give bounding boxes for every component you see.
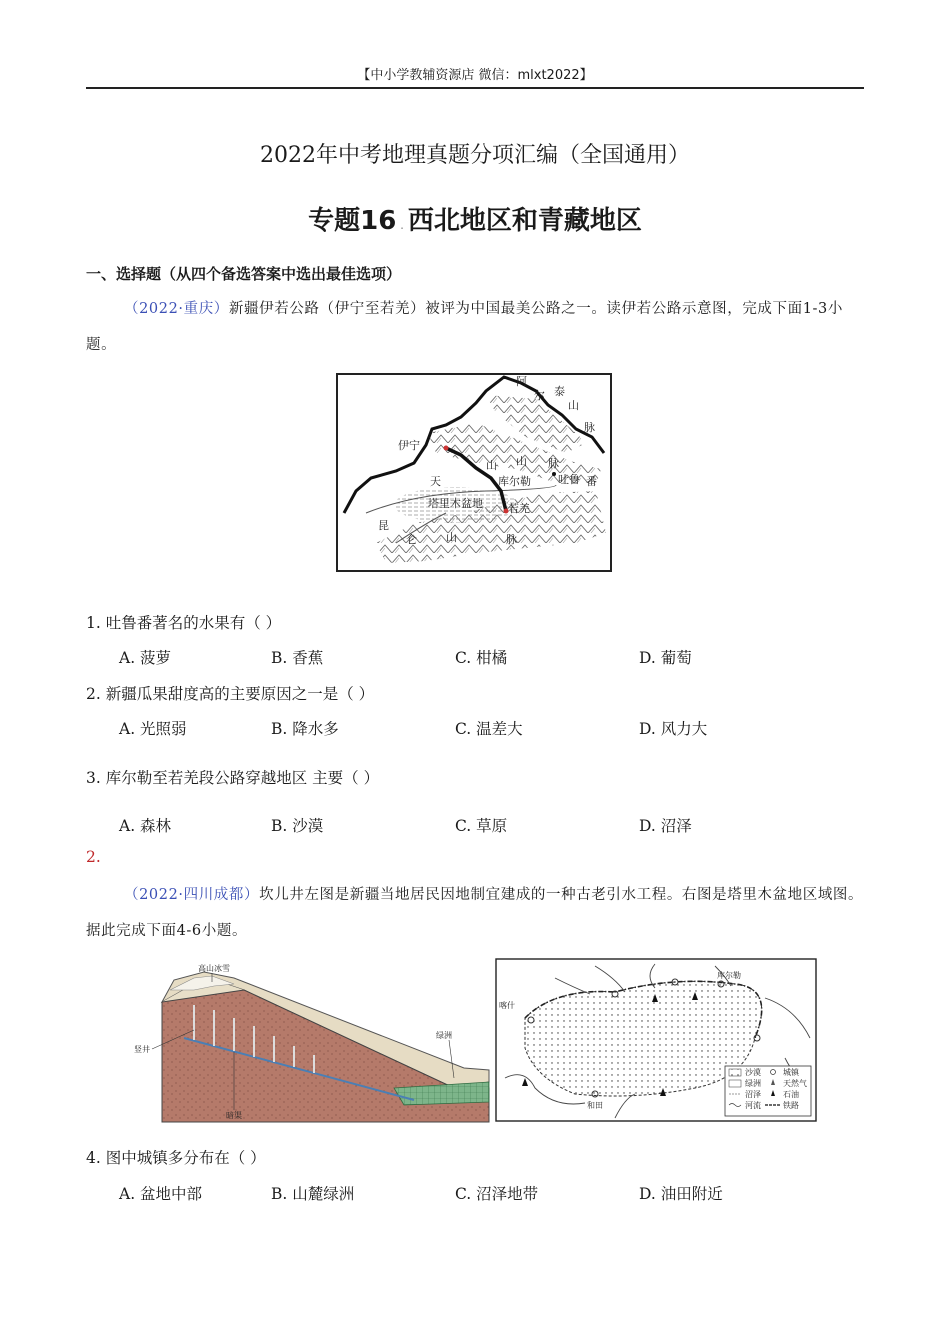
- option-c: C. 温差大: [455, 720, 523, 738]
- legend-item: 铁路: [783, 1101, 799, 1110]
- karez-label: 竖井: [134, 1045, 150, 1054]
- map-label: 库尔勒: [498, 475, 531, 488]
- document-title: 2022年中考地理真题分项汇编（全国通用）: [260, 143, 690, 168]
- legend-item: 沙漠: [745, 1068, 761, 1077]
- option-d: D. 沼泽: [639, 817, 692, 835]
- map-label: 番: [586, 475, 597, 488]
- document-subtitle: [0, 200, 950, 237]
- map-label: 山: [568, 399, 579, 412]
- red-marker: 2.: [86, 848, 101, 866]
- option-b: B. 降水多: [271, 720, 339, 738]
- legend-item: 绿洲: [745, 1079, 761, 1088]
- intro-paragraph-2: [86, 877, 864, 949]
- option-a: A. 森林: [119, 817, 172, 835]
- map-label: 脉: [548, 457, 559, 470]
- map-label: 山: [446, 531, 457, 544]
- option-b: B. 山麓绿洲: [271, 1185, 355, 1203]
- map-label: 仑: [406, 533, 417, 546]
- subtitle-topic-number: 专题16: [308, 206, 397, 236]
- city-label: 库尔勒: [717, 971, 741, 980]
- karez-diagram: [134, 960, 494, 1128]
- header-divider: [86, 87, 864, 89]
- karez-label: 暗渠: [226, 1111, 242, 1120]
- city-label: 和田: [587, 1101, 603, 1110]
- map-label: 脉: [584, 421, 595, 434]
- city-label: 喀什: [499, 1001, 515, 1010]
- legend-item: 城镇: [783, 1068, 799, 1077]
- subtitle-topic-name: 西北地区和青藏地区: [407, 206, 642, 236]
- section-heading: 一、选择题（从四个备选答案中选出最佳选项）: [86, 265, 402, 283]
- page-header: 【中小学教辅资源店 微信：mlxt2022】: [357, 68, 593, 83]
- intro-paragraph-1: [86, 291, 864, 363]
- karez-label: 高山冰雪: [198, 964, 230, 973]
- option-c: C. 柑橘: [455, 649, 508, 667]
- legend-item: 沼泽: [745, 1090, 761, 1099]
- map-label: 山: [516, 455, 527, 468]
- source-tag: （2022·四川成都）: [124, 887, 260, 903]
- question-stem: 1. 吐鲁番著名的水果有（ ）: [86, 614, 282, 632]
- map-label: 昆: [378, 519, 389, 532]
- option-d: D. 葡萄: [639, 649, 692, 667]
- map-legend: [725, 1066, 811, 1116]
- legend-item: 河流: [745, 1101, 761, 1110]
- map-label: 伊宁: [398, 439, 420, 452]
- map-label: 山: [486, 459, 497, 472]
- source-tag: （2022·重庆）: [124, 301, 229, 317]
- intro-text: 新疆伊若公路（伊宁至若羌）被评为中国最美公路之一。读伊若公路示意图，完成下面1-3小题。: [86, 301, 843, 353]
- tarim-basin-map: [495, 958, 817, 1122]
- subtitle-separator: .: [396, 218, 408, 232]
- map-label: 脉: [506, 533, 517, 546]
- map-label: 塔里木盆地: [428, 497, 483, 510]
- turpan-point: [552, 472, 556, 476]
- option-d: D. 油田附近: [639, 1185, 723, 1203]
- option-c: C. 沼泽地带: [455, 1185, 539, 1203]
- map-label: 吐鲁: [558, 473, 580, 486]
- option-b: B. 香蕉: [271, 649, 324, 667]
- option-b: B. 沙漠: [271, 817, 324, 835]
- question-stem: 3. 库尔勒至若羌段公路穿越地区 主要（ ）: [86, 769, 380, 787]
- map-label: 若羌: [508, 502, 530, 515]
- question-stem: 4. 图中城镇多分布在（ ）: [86, 1149, 266, 1167]
- legend-item: 石油: [783, 1090, 799, 1099]
- option-d: D. 风力大: [639, 720, 708, 738]
- map-label: 尔: [534, 389, 545, 402]
- legend-item: 天然气: [783, 1079, 807, 1088]
- option-a: A. 菠萝: [119, 649, 172, 667]
- yiruo-highway-map: [336, 373, 612, 572]
- option-a: A. 光照弱: [119, 720, 187, 738]
- yining-point: [444, 446, 449, 451]
- map-label: 天: [430, 475, 441, 488]
- intro-text: 坎儿井左图是新疆当地居民因地制宜建成的一种古老引水工程。右图是塔里木盆地区域图。据此完成下面4-6小题。: [86, 887, 864, 939]
- option-a: A. 盆地中部: [119, 1185, 203, 1203]
- map-label: 泰: [554, 385, 565, 398]
- map-label: 阿: [516, 375, 527, 388]
- question-stem: 2. 新疆瓜果甜度高的主要原因之一是（ ）: [86, 685, 375, 703]
- karez-label: 绿洲: [436, 1031, 452, 1040]
- option-c: C. 草原: [455, 817, 508, 835]
